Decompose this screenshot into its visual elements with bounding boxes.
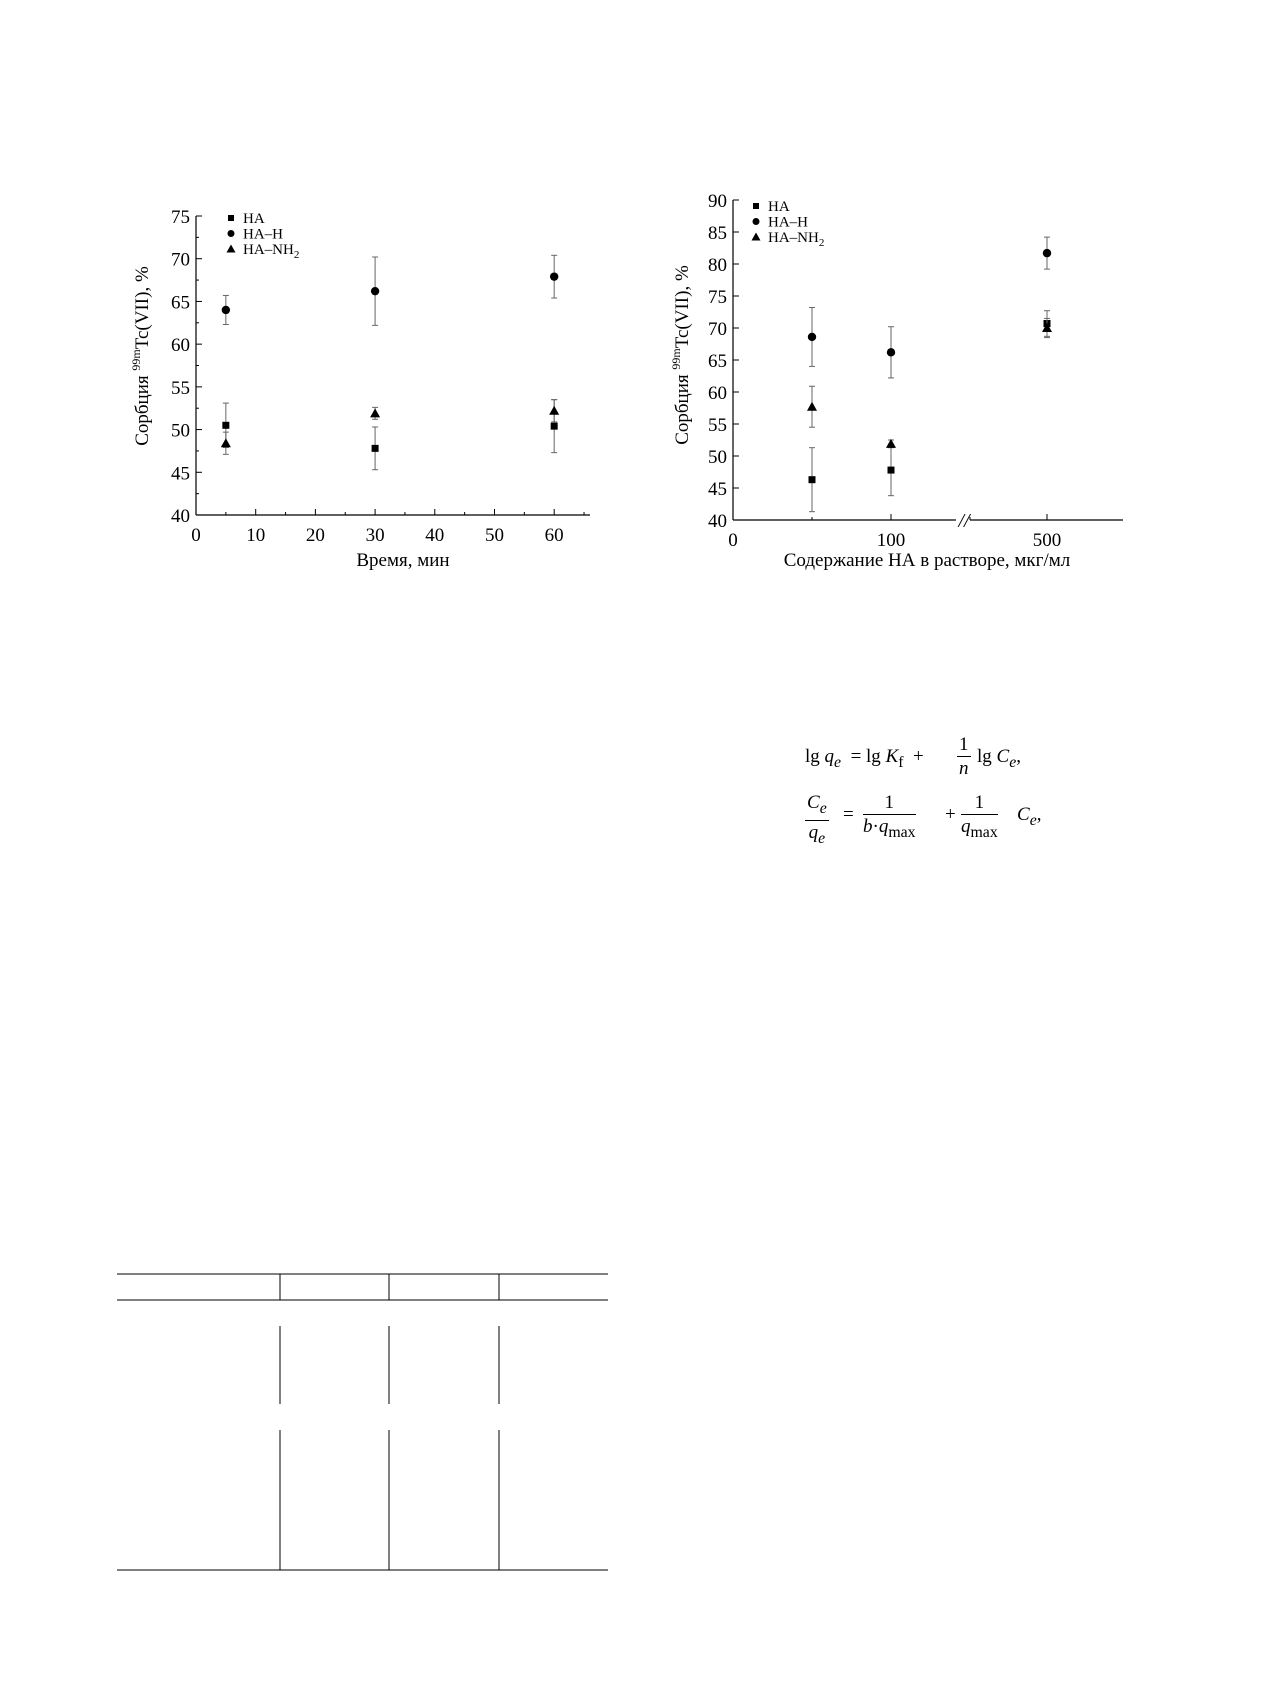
y-tick-label: 70 [171, 249, 190, 271]
chart2-x-axis-label: Содержание НА в растворе, мкг/мл [783, 550, 1071, 571]
y-tick-label: 80 [708, 255, 727, 276]
legend-label: $HA-NH_2$ [243, 242, 300, 261]
y-tick-label: 75 [171, 207, 190, 228]
chart1-x-axis-label: Время, мин [356, 550, 450, 571]
y-tick-label: 85 [708, 223, 727, 244]
legend-label: HA–H [243, 226, 283, 243]
y-tick-label: 45 [708, 479, 727, 500]
x-tick-label: 100 [876, 530, 906, 551]
y-tick-label: 50 [171, 420, 190, 442]
langmuir-fraction-2: 1 $q_{max}$ [961, 792, 998, 841]
legend-label: $HA-NH_2$ [768, 230, 825, 249]
legend-label: HA–H [768, 214, 808, 231]
y-tick-label: 65 [171, 292, 190, 314]
freundlich-equation: $\lg q_e = \lg K_f$ + [805, 746, 924, 771]
x-tick-label: 40 [425, 525, 445, 546]
y-tick-label: 55 [708, 415, 727, 436]
legend-label: HA [768, 199, 790, 215]
axis-break-mark: // [958, 510, 970, 532]
langmuir-tail: $C_e$, [1017, 804, 1042, 829]
freundlich-equation-tail: $\lg C_e$, [977, 746, 1021, 771]
x-tick-label: 10 [246, 525, 266, 546]
legend-label: HA [243, 211, 265, 227]
y-tick-label: 40 [708, 511, 727, 532]
langmuir-fraction-1: 1 $b\cdot q_{max}$ [863, 792, 916, 841]
y-tick-label: 90 [708, 191, 727, 212]
langmuir-plus: + [945, 804, 956, 825]
x-tick-label: 500 [1032, 530, 1062, 551]
y-tick-label: 70 [708, 319, 727, 340]
y-tick-label: 65 [708, 351, 727, 372]
langmuir-eq-sign: = [843, 804, 854, 825]
y-tick-label: 45 [171, 463, 190, 485]
x-tick-label: 50 [484, 525, 504, 546]
langmuir-lhs-fraction: $\frac{C_e}{q_e}$ [807, 792, 827, 847]
y-tick-label: 75 [708, 287, 727, 308]
x-tick-label: 60 [544, 525, 564, 546]
x-tick-label: 0 [191, 525, 201, 546]
y-tick-label: 50 [708, 447, 727, 468]
x-tick-label: 30 [365, 525, 385, 546]
x-tick-label: 0 [728, 530, 738, 551]
y-tick-label: 60 [708, 383, 727, 404]
chart2-y-axis-label: Сорбция $^{99m}$Tc(VII), % [669, 265, 693, 445]
y-tick-label: 60 [171, 335, 190, 357]
chart1-y-axis-label: Сорбция $^{99m}$Tc(VII), % [129, 266, 153, 446]
x-tick-label: 20 [305, 525, 325, 546]
freundlich-fraction: $\frac{1}{n}$ [959, 734, 969, 779]
y-tick-label: 40 [171, 506, 190, 527]
y-tick-label: 55 [171, 377, 190, 399]
